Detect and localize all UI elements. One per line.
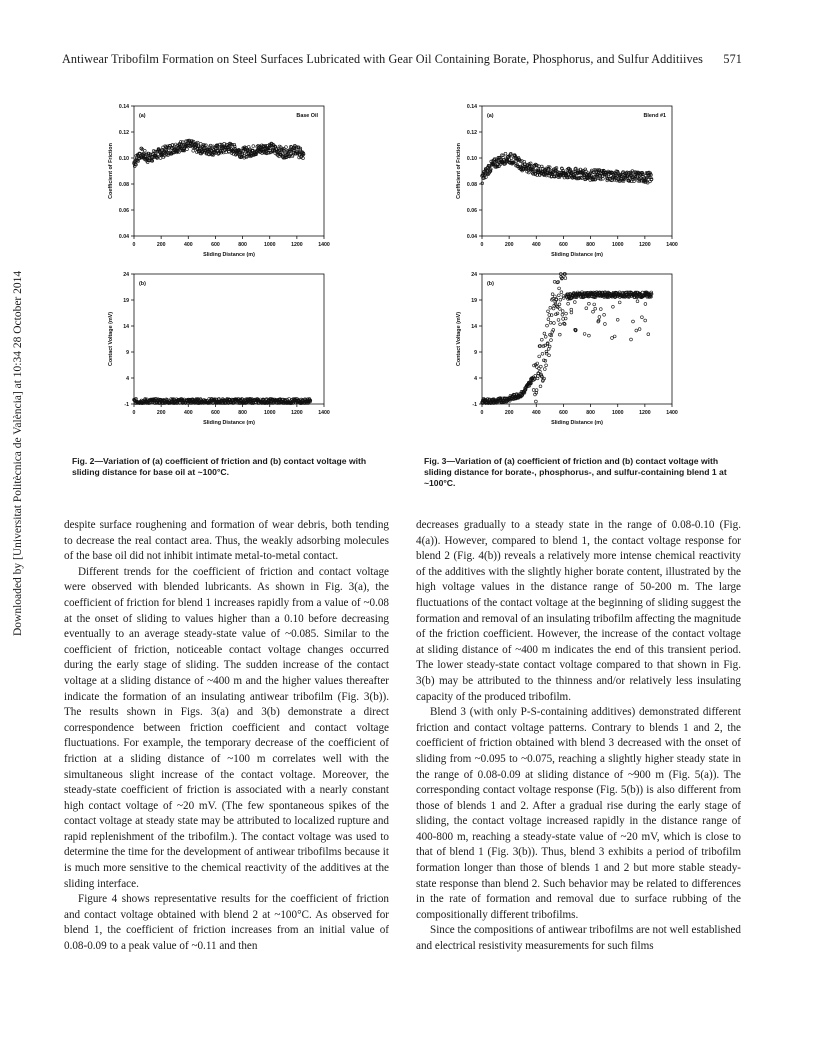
- data-point: [560, 291, 563, 294]
- data-point: [635, 329, 638, 332]
- y-tick-label: 14: [123, 324, 129, 330]
- x-tick-label: 400: [531, 242, 541, 248]
- y-tick-label: 0.14: [118, 104, 129, 110]
- y-tick-label: 4: [474, 376, 477, 382]
- data-point: [535, 400, 538, 403]
- right-column: [416, 518, 741, 955]
- data-points: [133, 397, 312, 404]
- data-point: [541, 352, 544, 355]
- running-title: Antiwear Tribofilm Formation on Steel Surfaces Lubricated with Gear Oil Containing Borate, Phosphorus, and Sulfur Additiives: [62, 52, 703, 66]
- data-point: [573, 301, 576, 304]
- x-tick-label: 600: [559, 242, 568, 248]
- plot-frame: [134, 274, 324, 404]
- data-point: [644, 303, 647, 306]
- y-axis-label: Coefficient of Friction: [456, 143, 462, 199]
- y-tick-label: 24: [471, 272, 477, 278]
- y-axis-label: Contact Voltage (mV): [456, 311, 462, 367]
- data-point: [538, 355, 541, 358]
- x-tick-label: 1400: [666, 242, 678, 248]
- data-point: [618, 301, 621, 304]
- x-tick-label: 0: [480, 242, 484, 248]
- data-point: [557, 319, 560, 322]
- fig3a-chart: [448, 98, 698, 268]
- x-tick-label: 0: [480, 410, 484, 416]
- y-tick-label: 14: [471, 324, 477, 330]
- data-point: [585, 307, 588, 310]
- data-point: [644, 319, 647, 322]
- x-tick-label: 200: [504, 410, 514, 416]
- y-tick-label: 9: [126, 350, 129, 356]
- data-point: [583, 333, 586, 336]
- data-point: [612, 305, 615, 308]
- data-point: [252, 145, 255, 148]
- panel-label: (b): [487, 281, 494, 287]
- data-point: [554, 295, 557, 298]
- y-tick-label: 0.10: [118, 156, 129, 162]
- data-point: [588, 334, 591, 337]
- data-point: [553, 322, 556, 325]
- data-point: [557, 294, 560, 297]
- fig3b-chart: [448, 266, 698, 436]
- data-point: [588, 302, 591, 305]
- fig2b-chart: [100, 266, 350, 436]
- data-point: [285, 146, 288, 149]
- y-tick-label: 0.06: [118, 208, 129, 214]
- y-tick-label: 0.08: [118, 182, 129, 188]
- data-point: [636, 300, 639, 303]
- data-point: [551, 293, 554, 296]
- data-point: [565, 312, 568, 315]
- paragraph: Since the compositions of antiwear tribofilms are not well established and electrical resistivity measurements for such films: [416, 924, 741, 953]
- y-tick-label: 0.04: [466, 234, 477, 240]
- data-point: [570, 311, 573, 314]
- y-axis-label: Coefficient of Friction: [108, 143, 114, 199]
- data-point: [548, 345, 551, 348]
- y-tick-label: 4: [126, 376, 129, 382]
- data-point: [632, 320, 635, 323]
- series-tag: Base Oil: [296, 113, 318, 119]
- data-point: [564, 277, 567, 280]
- x-tick-label: 1400: [318, 242, 330, 248]
- data-points: [133, 139, 305, 168]
- data-point: [558, 303, 561, 306]
- data-point: [504, 152, 507, 155]
- y-tick-label: 0.12: [466, 130, 477, 136]
- data-point: [638, 328, 641, 331]
- data-point: [510, 157, 513, 160]
- data-points: [481, 273, 653, 405]
- data-point: [630, 338, 633, 341]
- x-tick-label: 1000: [263, 242, 276, 248]
- data-point: [562, 297, 565, 300]
- data-point: [535, 389, 538, 392]
- fig2-caption: [72, 456, 392, 478]
- data-point: [539, 365, 542, 368]
- data-point: [558, 308, 561, 311]
- x-axis-label: Sliding Distance (m): [203, 252, 255, 258]
- paragraph: Different trends for the coefficient of friction and contact voltage were observed with blended lubricants. As shown in Fig. 3(a), the coefficient of friction for blend 1 increases rapidly from a value of ~0.08 at the onset of sliding to values higher than a 0.10 before decreasing eventually to an average steady-state value of ~0.085. Similar to the coefficient of friction, noticeable contact voltage changes occurred during the early stage of sliding. The sudden increase of the contact voltage at a sliding distance of ~400 m and the higher values thereafter indicate the formation of an insulating antiwear tribofilm (Fig. 3(b)). The results shown in Figs. 3(a) and 3(b) demonstrate a direct correspondence between friction coefficient and contact voltage fluctuations. For example, the temporary decrease of the coefficient of friction at a sliding distance of ~100 m correlates well with the simultaneous slight increase of the contact voltage. Moreover, the steady-state coefficient of friction is associated with a nearly constant high contact voltage of ~20 mV. (The few spontaneous spikes of the contact voltage at steady state may be attributed to localized rupture and rapid replenishment of the tribofilm.). The contact voltage was used to determine the time for the development of antiwear tribofilms because it is much more sensitive to the chemical reactivity of the additives at the sliding interface.: [64, 565, 389, 890]
- data-point: [567, 302, 570, 305]
- y-tick-label: 24: [123, 272, 129, 278]
- data-points: [481, 152, 653, 184]
- y-tick-label: -1: [124, 402, 129, 408]
- data-point: [593, 303, 596, 306]
- data-point: [199, 142, 202, 145]
- data-point: [552, 307, 555, 310]
- x-tick-label: 1000: [263, 410, 276, 416]
- data-point: [181, 141, 184, 144]
- paragraph: despite surface roughening and formation of wear debris, both tending to decrease the real contact area. Thus, the weakly adsorbing molecules of the base oil did not inhibit intimate metal-to-metal contact.: [64, 519, 389, 563]
- data-point: [611, 337, 614, 340]
- data-point: [192, 149, 195, 152]
- data-point: [547, 310, 550, 313]
- x-tick-label: 1000: [611, 410, 624, 416]
- data-point: [559, 323, 562, 326]
- data-point: [570, 308, 573, 311]
- data-point: [598, 316, 601, 319]
- data-point: [540, 338, 543, 341]
- data-point: [594, 307, 597, 310]
- y-tick-label: -1: [472, 402, 477, 408]
- data-point: [561, 310, 564, 313]
- data-point: [186, 148, 189, 151]
- page-number: 571: [723, 52, 742, 66]
- y-tick-label: 0.08: [466, 182, 477, 188]
- x-tick-label: 200: [156, 242, 166, 248]
- x-tick-label: 600: [211, 242, 220, 248]
- data-point: [544, 335, 547, 338]
- x-tick-label: 200: [156, 410, 166, 416]
- data-point: [561, 313, 564, 316]
- x-tick-label: 0: [132, 242, 136, 248]
- data-point: [559, 298, 562, 301]
- x-tick-label: 1000: [611, 242, 624, 248]
- paragraph: Blend 3 (with only P-S-containing additives) demonstrated different friction and contact voltage patterns. Contrary to blends 1 and 2, the coefficient of friction obtained with blend 3 decreased with the onset of sliding from ~0.095 to ~0.075, reaching a slightly higher steady state in the range of 0.08-0.09 at sliding distance of ~900 m (Fig. 5(a)). The corresponding contact voltage response (Fig. 5(b)) is also different from those of blends 1 and 2. After a gradual rise during the early stage of sliding, the contact voltage increased rapidly in the distance range of 400-800 m, reaching a steady-state value of ~20 mV, which is close to that of blend 1 (Fig. 3(b)). Thus, blend 3 exhibits a period of tribofilm formation longer than those of blends 1 and 2 but more stable steady-state response than blend 2. Such behavior may be related to differences in the rate of formation and removal due to surface rubbing of the compositionally different tribofilms.: [416, 706, 741, 921]
- fig2-caption-text: Variation of (a) coefficient of friction and (b) contact voltage with sliding distance for base oil at ~100°C.: [72, 456, 367, 477]
- data-point: [574, 167, 577, 170]
- data-point: [647, 333, 650, 336]
- y-tick-label: 0.06: [466, 208, 477, 214]
- data-point: [592, 310, 595, 313]
- x-tick-label: 400: [531, 410, 541, 416]
- data-point: [616, 318, 619, 321]
- y-tick-label: 19: [123, 298, 129, 304]
- data-point: [558, 333, 561, 336]
- data-point: [548, 354, 551, 357]
- data-point: [549, 306, 552, 309]
- data-point: [539, 385, 542, 388]
- data-point: [546, 324, 549, 327]
- x-tick-label: 800: [586, 410, 595, 416]
- x-tick-label: 1200: [639, 410, 651, 416]
- fig3-caption-text: Variation of (a) coefficient of friction and (b) contact voltage with sliding distance for borate-, phosphorus-, and sulfur-containing blend 1 at ~100°C.: [424, 456, 727, 488]
- x-axis-label: Sliding Distance (m): [203, 420, 255, 426]
- y-tick-label: 19: [471, 298, 477, 304]
- data-point: [549, 321, 552, 324]
- download-note: Downloaded by [Universitat Politècnica de València] at 10:34 28 October 2014: [12, 270, 24, 636]
- x-tick-label: 600: [211, 410, 220, 416]
- fig3-caption-label: Fig. 3—: [424, 456, 456, 466]
- y-tick-label: 9: [474, 350, 477, 356]
- x-tick-label: 0: [132, 410, 136, 416]
- x-tick-label: 400: [183, 410, 193, 416]
- fig3-caption: [424, 456, 744, 489]
- left-column: [64, 518, 389, 955]
- data-point: [543, 332, 546, 335]
- x-tick-label: 1200: [639, 242, 651, 248]
- data-point: [603, 313, 606, 316]
- series-tag: Blend #1: [643, 113, 666, 119]
- panel-label: (a): [487, 113, 494, 119]
- data-point: [613, 335, 616, 338]
- data-point: [545, 364, 548, 367]
- y-tick-label: 0.10: [466, 156, 477, 162]
- x-tick-label: 1200: [291, 410, 303, 416]
- paragraph: Figure 4 shows representative results for the coefficient of friction and contact voltage obtained with blend 2 at ~100°C. As observed for blend 1, the coefficient of friction increases from an initial value of 0.08-0.09 to a peak value of ~0.11 and then: [64, 893, 389, 953]
- x-tick-label: 200: [504, 242, 514, 248]
- download-watermark: [8, 270, 28, 645]
- data-point: [550, 339, 553, 342]
- x-tick-label: 400: [183, 242, 193, 248]
- data-point: [604, 323, 607, 326]
- data-point: [599, 308, 602, 311]
- data-point: [543, 368, 546, 371]
- data-point: [558, 287, 561, 290]
- panel-label: (a): [139, 113, 146, 119]
- paragraph: decreases gradually to a steady state in the range of 0.08-0.10 (Fig. 4(a)). However, compared to blend 1, the contact voltage response for blend 2 (Fig. 4(b)) reveals a relatively more intense chemical reactivity of the additives with the slightly higher borate content, illustrated by the high voltage values in the distance range of 50-200 m. The large fluctuations of the contact voltage at the beginning of sliding suggest the formation and removal of an insulating tribofilm affecting the magnitude of the friction coefficient. However, the increase of the contact voltage at sliding distance of ~400 m indicates the end of this transient period. The lower steady-state contact voltage compared to that shown in Fig. 3(b) may be attributed to the thinness and/or relatively less insulating capacity of the produced tribofilm.: [416, 519, 741, 703]
- data-point: [532, 389, 535, 392]
- x-tick-label: 1400: [318, 410, 330, 416]
- x-tick-label: 600: [559, 410, 568, 416]
- x-tick-label: 1200: [291, 242, 303, 248]
- x-tick-label: 800: [238, 242, 247, 248]
- plot-frame: [134, 106, 324, 236]
- x-axis-label: Sliding Distance (m): [551, 252, 603, 258]
- data-point: [563, 323, 566, 326]
- data-point: [641, 316, 644, 319]
- fig2a-chart: [100, 98, 350, 268]
- panel-label: (b): [139, 281, 146, 287]
- y-tick-label: 0.12: [118, 130, 129, 136]
- x-tick-label: 800: [238, 410, 247, 416]
- y-tick-label: 0.14: [466, 104, 477, 110]
- x-tick-label: 800: [586, 242, 595, 248]
- data-point: [584, 168, 587, 171]
- x-tick-label: 1400: [666, 410, 678, 416]
- fig2-caption-label: Fig. 2—: [72, 456, 104, 466]
- data-point: [547, 318, 550, 321]
- y-axis-label: Contact Voltage (mV): [108, 311, 114, 367]
- data-point: [143, 149, 146, 152]
- y-tick-label: 0.04: [118, 234, 129, 240]
- x-axis-label: Sliding Distance (m): [551, 420, 603, 426]
